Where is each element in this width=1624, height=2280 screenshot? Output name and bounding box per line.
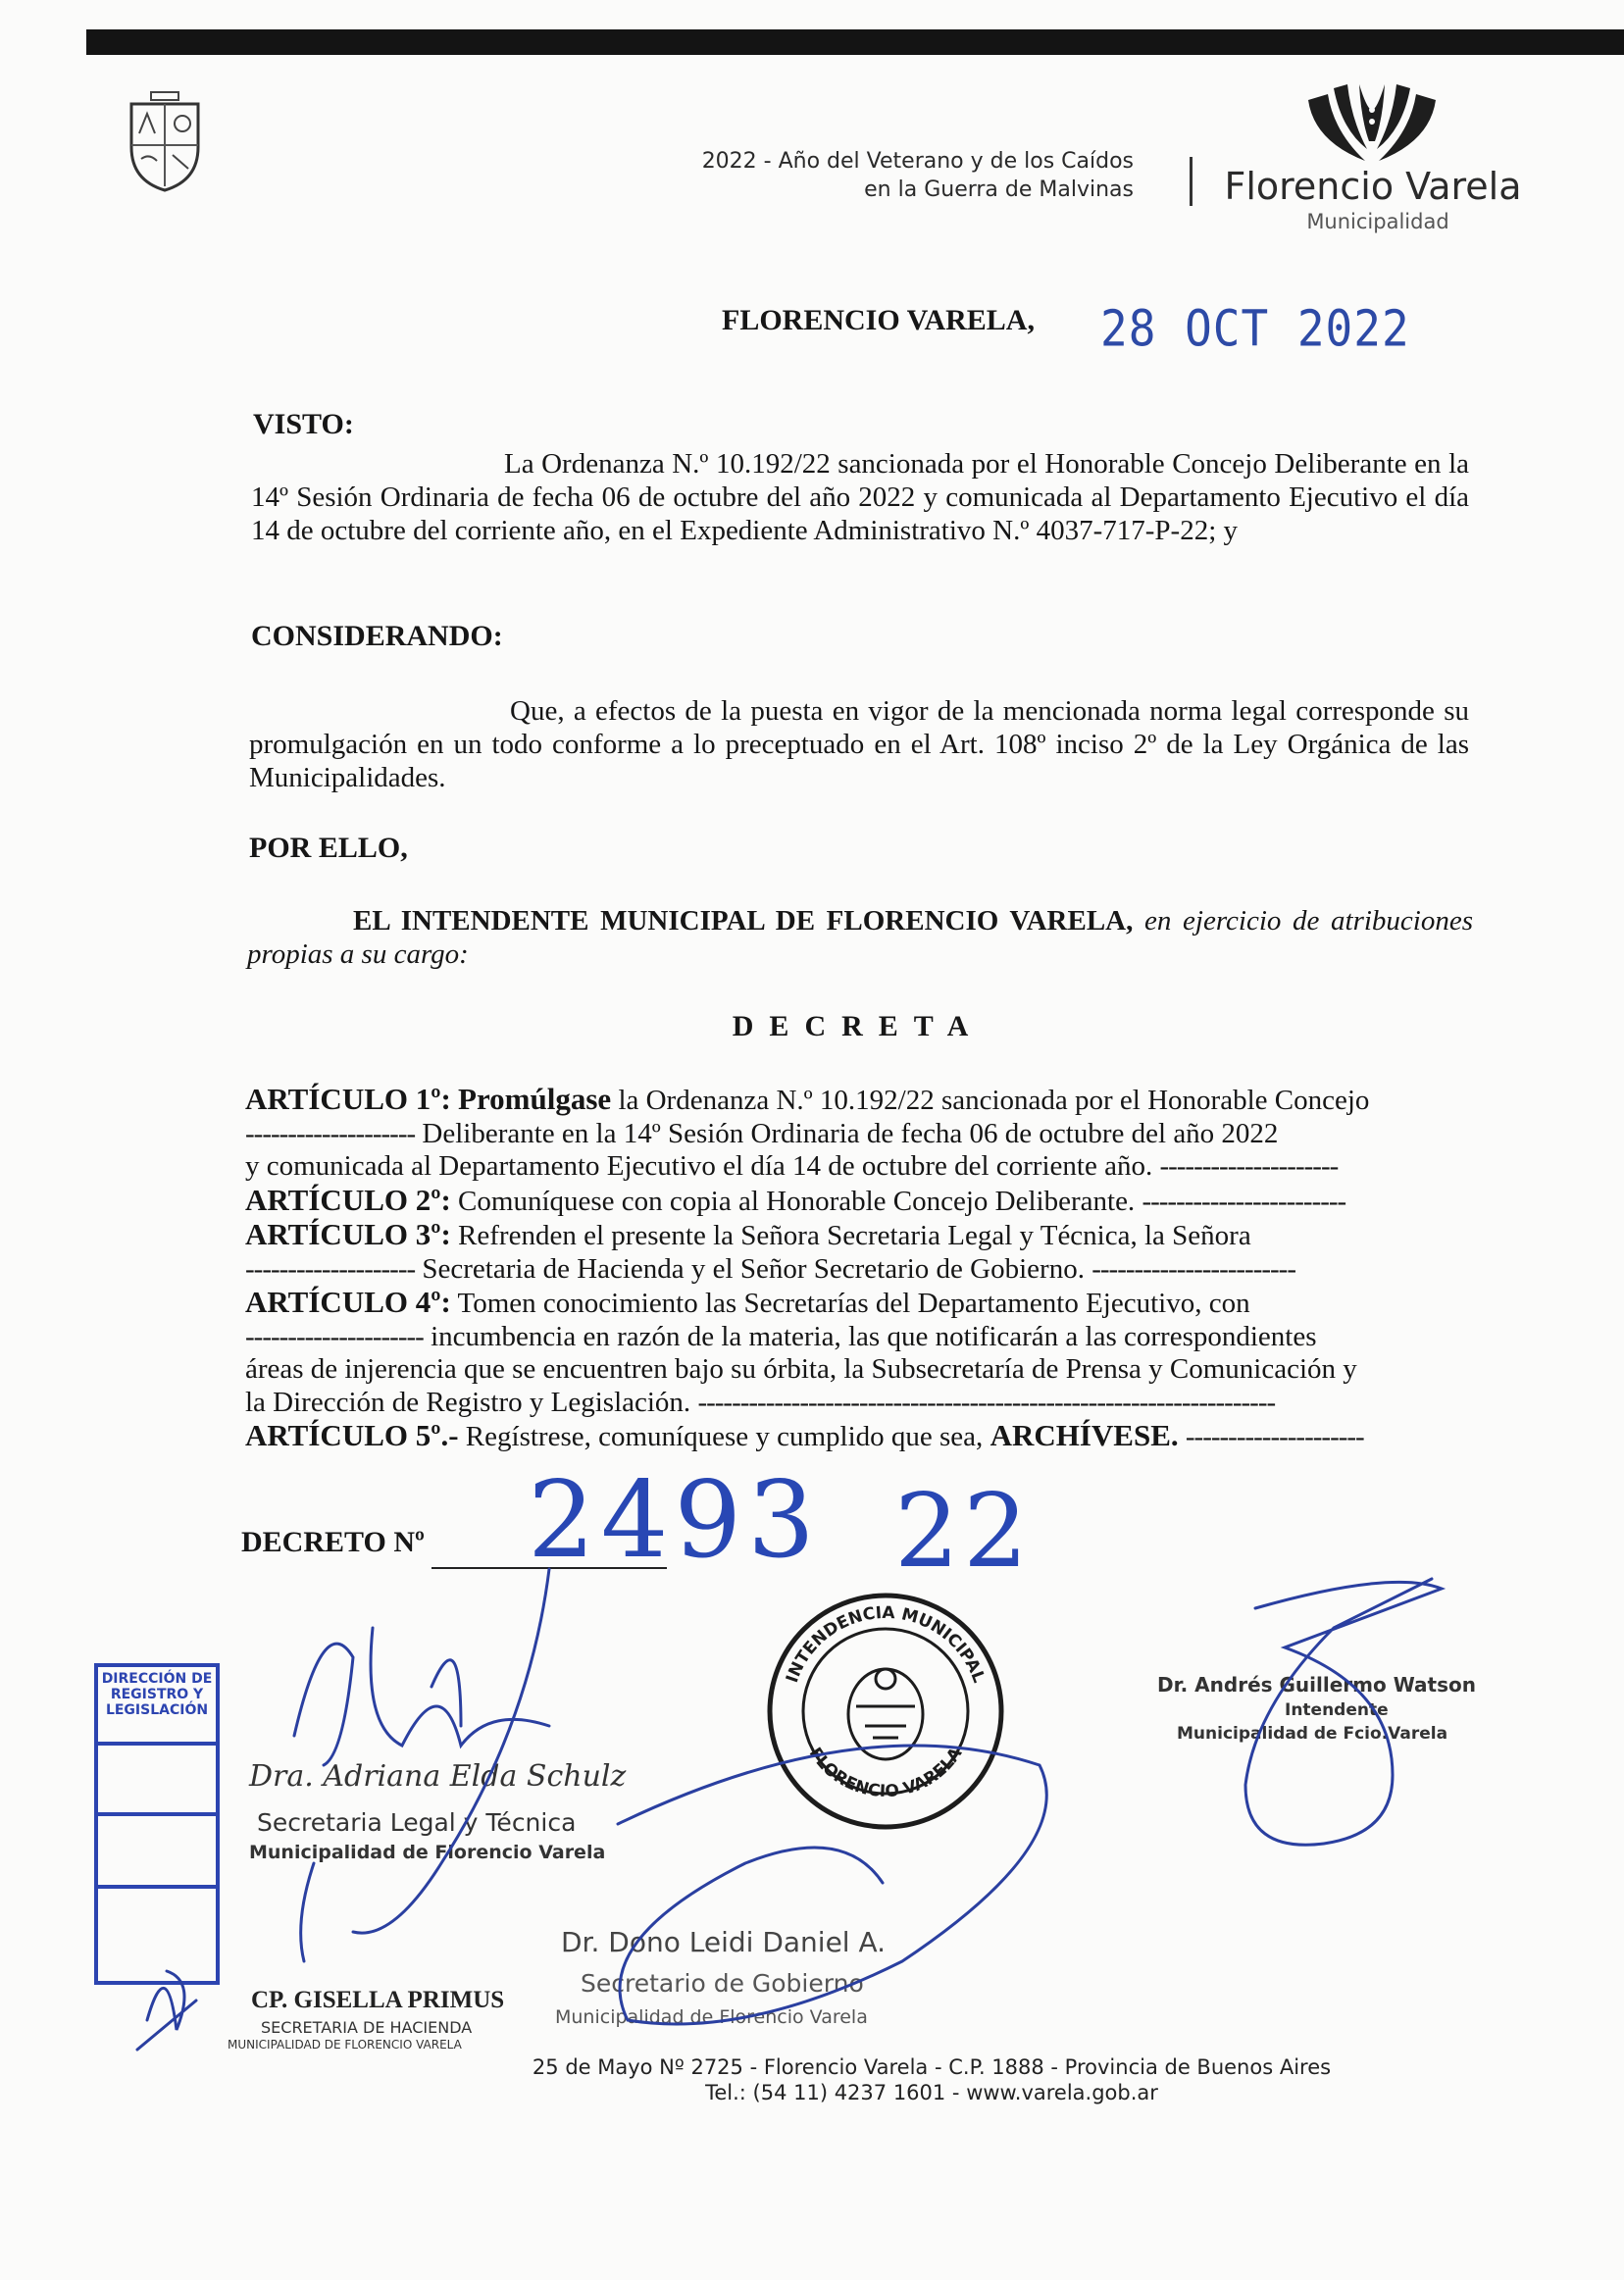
article-4-line-4 — [245, 1387, 1467, 1420]
signature-legal — [294, 1628, 549, 1765]
tagline-line-1: 2022 - Año del Veterano y de los Caídos — [701, 149, 1134, 174]
article-4-text-3: áreas de injerencia que se encuentren bajo su órbita, la Subsecretaría de Prensa y Comunicación y — [245, 1353, 1357, 1385]
decreto-year-stamp: 22 — [894, 1471, 1033, 1591]
article-4-line-1 — [245, 1286, 1467, 1321]
por-ello: POR ELLO, — [249, 832, 408, 864]
footer-contact: Tel.: (54 11) 4237 1601 - www.varela.gob.ar — [705, 2081, 1158, 2104]
article-1-dash: -------------------- — [245, 1117, 416, 1149]
article-3-text-1: Refrenden el presente la Señora Secretaria Legal y Técnica, la Señora — [458, 1220, 1251, 1251]
commemorative-tagline — [549, 147, 1134, 204]
article-5-text: Regístrese, comuníquese y cumplido que sea, — [465, 1421, 984, 1452]
seal-bottom-text: FLORENCIO VARELA — [804, 1744, 967, 1802]
intendente-signatory-role: Intendente — [1285, 1700, 1389, 1720]
article-1-label: ARTÍCULO 1º: — [245, 1082, 451, 1116]
footer-address: 25 de Mayo Nº 2725 - Florencio Varela - C.P. 1888 - Provincia de Buenos Aires — [532, 2055, 1332, 2079]
visto-heading: VISTO: — [253, 408, 354, 440]
municipal-crest-icon — [126, 90, 204, 192]
legal-signatory-role: Secretaria Legal y Técnica — [257, 1808, 577, 1837]
gobierno-signatory-org: Municipalidad de Florencio Varela — [555, 2006, 868, 2028]
article-4-line-3 — [245, 1353, 1467, 1387]
article-2-line — [245, 1184, 1467, 1219]
decreto-number-stamp: 2493 — [528, 1459, 821, 1582]
article-3-dash: -------------------- — [245, 1252, 416, 1285]
article-4-text-2: incumbencia en razón de la materia, las que notificarán a las correspondientes — [431, 1320, 1317, 1352]
article-2-dash: ------------------------ — [1142, 1185, 1346, 1217]
registro-stamp-rule-3 — [98, 1885, 216, 1889]
tagline-line-2: en la Guerra de Malvinas — [864, 177, 1134, 202]
article-1-text-1: la Ordenanza N.º 10.192/22 sancionada por el Honorable Concejo — [618, 1085, 1370, 1116]
intendente-clause — [247, 904, 1473, 971]
article-3-text-2: Secretaria de Hacienda y el Señor Secretario de Gobierno. — [422, 1252, 1085, 1285]
article-4-line-2 — [245, 1321, 1467, 1354]
municipal-seal-stamp — [763, 1589, 1008, 1834]
article-5-label: ARTÍCULO 5º.- — [245, 1418, 459, 1452]
header-divider — [1190, 157, 1193, 206]
date-stamp: 28 OCT 2022 — [1100, 299, 1410, 358]
article-3-label: ARTÍCULO 3º: — [245, 1217, 451, 1251]
article-5-line — [245, 1419, 1467, 1454]
svg-text:FLORENCIO VARELA — [805, 1744, 967, 1801]
registro-stamp-title: DIRECCIÓN DE REGISTRO Y LEGISLACIÓN — [101, 1671, 213, 1718]
hacienda-signatory-role: SECRETARIA DE HACIENDA — [261, 2018, 473, 2037]
legal-signatory-name: Dra. Adriana Elda Schulz — [249, 1759, 627, 1794]
intendente-italic: en ejercicio de atribuciones propias a su cargo: — [247, 905, 1474, 970]
gobierno-signatory-name: Dr. Dono Leidi Daniel A. — [561, 1926, 887, 1958]
decreto-label: DECRETO Nº — [241, 1526, 425, 1558]
article-3-dash-2: ------------------------ — [1091, 1252, 1295, 1285]
intendente-signatory-org: Municipalidad de Fcio.Varela — [1177, 1724, 1448, 1744]
considerando-text: Que, a efectos de la puesta en vigor de la mencionada norma legal corresponde su promulgación en un todo conforme a lo preceptuado en el Art. 108º inciso 2º de la Ley Orgánica de las Municipalidades. — [249, 695, 1469, 793]
article-1-text-3: y comunicada al Departamento Ejecutivo el día 14 de octubre del corriente año. — [245, 1150, 1153, 1182]
articles-block — [245, 1083, 1467, 1454]
article-1-dash-2: --------------------- — [1159, 1150, 1339, 1182]
article-5-bold: ARCHÍVESE. — [990, 1418, 1179, 1452]
article-1-line-3 — [245, 1150, 1467, 1184]
hacienda-signatory-org: MUNICIPALIDAD DE FLORENCIO VARELA — [228, 2038, 462, 2052]
article-3-line-1 — [245, 1218, 1467, 1253]
article-4-text-1: Tomen conocimiento las Secretarías del Departamento Ejecutivo, con — [457, 1288, 1250, 1319]
article-4-dash: --------------------- — [245, 1320, 424, 1352]
article-1-verb: Promúlgase — [458, 1082, 612, 1116]
article-4-dash-2: -------------------------------------------------------------------- — [697, 1386, 1276, 1418]
logo-name: Florencio Varela — [1224, 165, 1522, 208]
registro-stamp-rule-1 — [98, 1742, 216, 1746]
dateline-place: FLORENCIO VARELA, — [722, 304, 1035, 336]
article-4-text-4: la Dirección de Registro y Legislación. — [245, 1386, 691, 1418]
hacienda-signatory-name: CP. GISELLA PRIMUS — [251, 1987, 505, 2013]
considerando-heading: CONSIDERANDO: — [251, 620, 503, 652]
article-2-label: ARTÍCULO 2º: — [245, 1182, 451, 1217]
logo-subtitle: Municipalidad — [1306, 210, 1449, 233]
intendente-signatory-name: Dr. Andrés Guillermo Watson — [1157, 1673, 1476, 1697]
article-1-line-1 — [245, 1083, 1467, 1118]
seal-top-text: INTENDENCIA MUNICIPAL — [783, 1602, 989, 1686]
registro-stamp — [94, 1663, 220, 1985]
legal-signatory-org: Municipalidad de Florencio Varela — [249, 1842, 606, 1863]
article-4-label: ARTÍCULO 4º: — [245, 1285, 451, 1319]
article-1-text-2: Deliberante en la 14º Sesión Ordinaria de fecha 06 de octubre del año 2022 — [422, 1117, 1279, 1149]
scan-top-bar — [86, 29, 1624, 55]
gobierno-signatory-role: Secretario de Gobierno — [581, 1969, 864, 1998]
article-3-line-2 — [245, 1253, 1467, 1287]
decreta-heading: DECRETA — [732, 1010, 985, 1042]
article-1-line-2 — [245, 1118, 1467, 1151]
florencio-varela-logo-icon — [1304, 80, 1440, 175]
article-5-dash: --------------------- — [1185, 1421, 1364, 1452]
visto-text: La Ordenanza N.º 10.192/22 sancionada por el Honorable Concejo Deliberante en la 14º Sesión Ordinaria de fecha 06 de octubre del año 2022 y comunicada al Departamento Ejecutivo el día 14 de octubre del corriente año, en el Expediente Administrativo N.º 4037-717-P-22; y — [251, 448, 1469, 546]
article-2-text: Comuníquese con copia al Honorable Concejo Deliberante. — [458, 1185, 1136, 1217]
intendente-bold: EL INTENDENTE MUNICIPAL DE FLORENCIO VARELA, — [353, 905, 1134, 937]
registro-stamp-rule-2 — [98, 1812, 216, 1816]
